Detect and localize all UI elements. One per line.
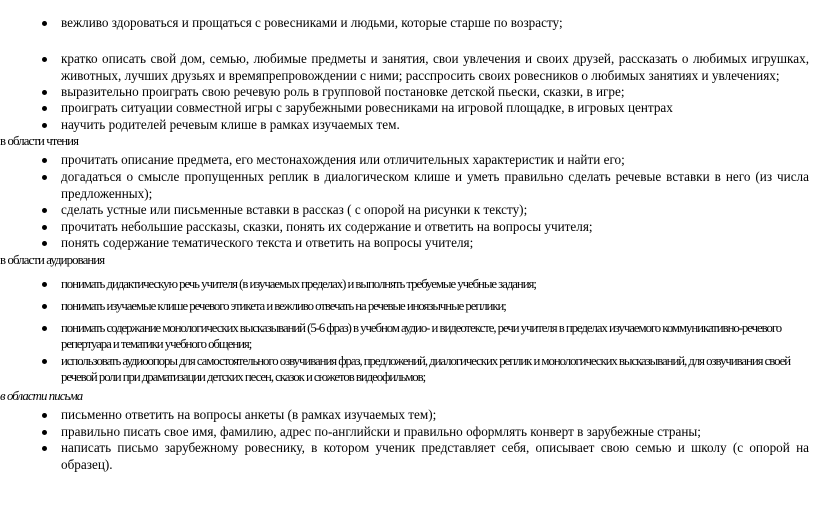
list-item: письменно ответить на вопросы анкеты (в рамках изучаемых тем); (61, 407, 437, 422)
list-item: вежливо здороваться и прощаться с ровесниками и людьми, которые старше по возрасту; (61, 15, 563, 30)
list-item: использовать аудиоопоры для самостоятельного озвучивания фраз, предложений, диалогических реплик и монологических высказываний, для озвучивания своей речевой роли при драматизации детских песен, сказок и сюжетов видеофильмов; (61, 354, 791, 384)
list-item: догадаться о смысле пропущенных реплик в диалогическом клише и уметь правильно сделать речевые вставки в него (из числа предложенных); (61, 169, 809, 201)
list-item: написать письмо зарубежному ровеснику, в котором ученик представляет себя, описывает свою семью и школу (с опорой на образец). (61, 440, 809, 472)
list-item: понять содержание тематического текста и ответить на вопросы учителя; (61, 235, 474, 250)
list-item: прочитать небольшие рассказы, сказки, понять их содержание и ответить на вопросы учителя; (61, 219, 593, 234)
list-item: понимать дидактическую речь учителя (в изучаемых пределах) и выполнять требуемые учебные задания; (61, 277, 536, 291)
bullet-icon (39, 443, 49, 453)
section-heading-writing: в области письма (0, 389, 83, 403)
section-heading-listening: в области аудирования (0, 253, 105, 267)
bullet-icon (39, 18, 49, 28)
list-item: понимать изучаемые клише речевого этикета и вежливо отвечать на речевые иноязычные реплики; (61, 299, 506, 313)
bullet-icon (39, 103, 49, 113)
list-item: проиграть ситуации совместной игры с зарубежными ровесниками на игровой площадке, в игровых центрах (61, 100, 673, 115)
list-item: научить родителей речевым клише в рамках изучаемых тем. (61, 117, 400, 132)
list-item: кратко описать свой дом, семью, любимые предметы и занятия, свои увлечения и своих друзей, рассказать о любимых игрушках, животных, лучших друзьях и времяпрепровождении с ними; расспросить своих ровесников о любимых занятиях и увлечениях; (61, 51, 809, 83)
bullet-icon (39, 120, 49, 130)
list-item: прочитать описание предмета, его местонахождения или отличительных характеристик и найти его; (61, 152, 625, 167)
bullet-icon (39, 427, 49, 437)
bullet-icon (39, 356, 49, 366)
bullet-icon (39, 410, 49, 420)
list-item: выразительно проиграть свою речевую роль в групповой постановке детской пьески, сказки, в игре; (61, 84, 625, 99)
bullet-icon (39, 323, 49, 333)
list-item: понимать содержание монологических высказываний (5-6 фраз) в учебном аудио- и видеотексте, речи учителя в пределах изучаемого коммуникативно-речевого репертуара и тематики учебного общения; (61, 321, 782, 351)
bullet-icon (39, 155, 49, 165)
bullet-icon (39, 238, 49, 248)
bullet-icon (39, 222, 49, 232)
section-heading-reading: в области чтения (0, 134, 79, 148)
bullet-icon (39, 87, 49, 97)
bullet-icon (39, 172, 49, 182)
bullet-icon (39, 54, 49, 64)
bullet-icon (39, 279, 49, 289)
bullet-icon (39, 205, 49, 215)
list-item: сделать устные или письменные вставки в рассказ ( с опорой на рисунки к тексту); (61, 202, 528, 217)
list-item: правильно писать свое имя, фамилию, адрес по-английски и правильно оформлять конверт в зарубежные страны; (61, 424, 701, 439)
bullet-icon (39, 301, 49, 311)
